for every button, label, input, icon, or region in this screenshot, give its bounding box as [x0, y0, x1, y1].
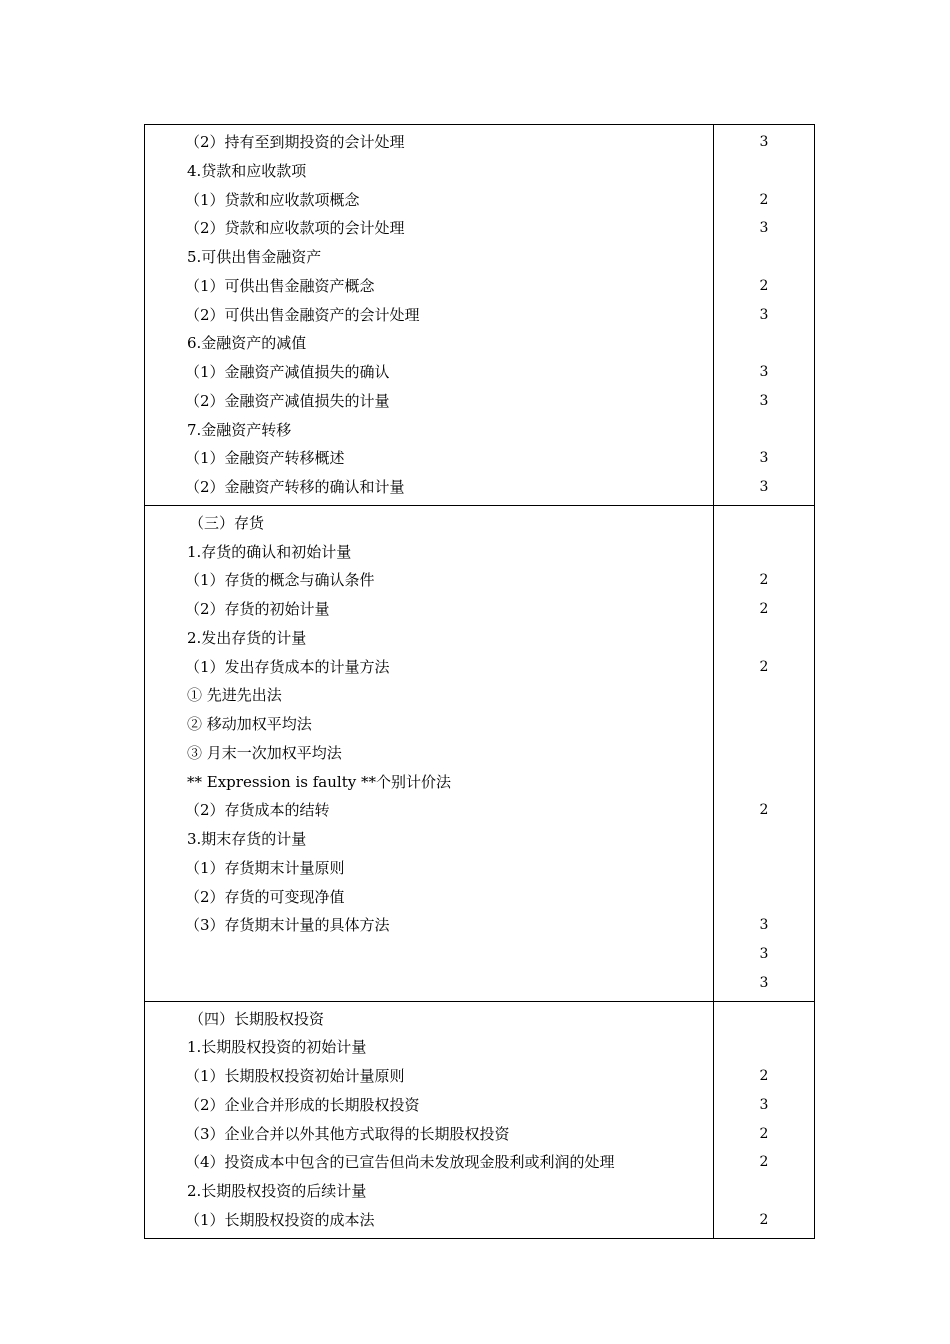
- hours-value: 3: [759, 479, 769, 495]
- hours-value: [714, 1033, 814, 1062]
- item-line: 1.长期股权投资的初始计量: [187, 1038, 367, 1057]
- item-line: （1）长期股权投资初始计量原则: [185, 1067, 405, 1085]
- item-line: （1）存货期末计量原则: [185, 858, 345, 877]
- hours-value: 3: [759, 220, 769, 237]
- item-line: （2）金融资产转移的确认和计量: [185, 478, 405, 496]
- hours-value: [714, 624, 814, 653]
- hours-value: 2: [759, 658, 769, 675]
- hours-value: 2: [759, 601, 769, 617]
- item-line: （2）企业合并形成的长期股权投资: [185, 1095, 420, 1114]
- hours-value: 3: [759, 364, 769, 380]
- item-line: 7.金融资产转移: [187, 420, 292, 439]
- item-line: （2）可供出售金融资产的会计处理: [185, 305, 420, 324]
- hours-value: 3: [759, 917, 769, 934]
- hours-value: 2: [759, 191, 769, 208]
- item-line: （1）存货的概念与确认条件: [185, 571, 375, 590]
- hours-value: [714, 243, 814, 272]
- content-cell: [145, 505, 714, 1001]
- item-line: 1.存货的确认和初始计量: [187, 542, 352, 561]
- content-cell: [145, 1001, 714, 1238]
- hours-value: [714, 538, 814, 567]
- item-line: ③ 月末一次加权平均法: [187, 743, 342, 762]
- hours-value: [714, 681, 814, 710]
- item-line: （3）存货期末计量的具体方法: [185, 916, 390, 935]
- hours-cell: [714, 125, 815, 506]
- item-line: （1）可供出售金融资产概念: [185, 276, 375, 295]
- hours-value: 2: [759, 802, 769, 819]
- section-heading: （四）长期股权投资: [189, 1009, 325, 1028]
- section-row-inventory: [145, 505, 815, 1001]
- hours-value: [714, 1005, 814, 1034]
- item-line: （2）贷款和应收款项的会计处理: [185, 219, 405, 238]
- item-line: 5.可供出售金融资产: [187, 248, 322, 266]
- item-line: 2.长期股权投资的后续计量: [187, 1182, 367, 1200]
- item-line: [145, 969, 713, 998]
- section-heading: （三）存货: [189, 513, 265, 532]
- hours-value: 2: [759, 277, 769, 294]
- item-line: （3）企业合并以外其他方式取得的长期股权投资: [185, 1124, 510, 1143]
- section-row-long-term-equity: [145, 1001, 815, 1238]
- hours-cell: [714, 1001, 815, 1238]
- item-line: [145, 940, 713, 969]
- item-line: （2）存货成本的结转: [185, 801, 330, 820]
- item-line: （4）投资成本中包含的已宣告但尚未发放现金股利或利润的处理: [185, 1153, 615, 1172]
- hours-value: [714, 825, 814, 854]
- syllabus-table: [144, 124, 815, 1239]
- hours-value: 2: [759, 572, 769, 589]
- hours-value: [714, 710, 814, 739]
- hours-value: [714, 416, 814, 445]
- hours-cell: [714, 505, 815, 1001]
- hours-value: 2: [759, 1068, 769, 1084]
- item-line: （2）持有至到期投资的会计处理: [185, 133, 405, 151]
- hours-value: 3: [759, 946, 769, 962]
- item-line: ① 先进先出法: [187, 686, 282, 705]
- hours-value: 3: [759, 450, 769, 467]
- item-line: （2）金融资产减值损失的计量: [185, 391, 390, 410]
- hours-value: [714, 739, 814, 768]
- hours-value: 3: [759, 306, 769, 323]
- hours-value: [714, 509, 814, 538]
- section-row-financial-assets: [145, 125, 815, 506]
- hours-value: [714, 1177, 814, 1206]
- hours-value: [714, 329, 814, 358]
- hours-value: [714, 854, 814, 883]
- hours-value: [714, 768, 814, 797]
- hours-value: 3: [759, 1096, 769, 1113]
- hours-value: [714, 883, 814, 912]
- item-line: （1）贷款和应收款项概念: [185, 190, 360, 209]
- item-line: 2.发出存货的计量: [187, 628, 307, 647]
- item-line: （1）金融资产转移概述: [185, 449, 345, 468]
- content-cell: [145, 125, 714, 506]
- item-line: ** Expression is faulty **个别计价法: [187, 772, 451, 791]
- hours-value: [714, 157, 814, 186]
- item-line: （2）存货的可变现净值: [185, 887, 345, 906]
- item-line: 4.贷款和应收款项: [187, 161, 307, 180]
- item-line: （1）金融资产减值损失的确认: [185, 363, 390, 381]
- item-line: （1）长期股权投资的成本法: [185, 1210, 375, 1229]
- hours-value: 3: [759, 134, 769, 150]
- item-line: ② 移动加权平均法: [187, 715, 312, 733]
- hours-value: 2: [759, 1154, 769, 1171]
- hours-value: 2: [759, 1125, 769, 1142]
- hours-value: 3: [759, 974, 769, 991]
- item-line: （1）发出存货成本的计量方法: [185, 657, 390, 676]
- hours-value: 3: [759, 392, 769, 409]
- hours-value: 2: [759, 1211, 769, 1228]
- item-line: 6.金融资产的减值: [187, 334, 307, 353]
- item-line: 3.期末存货的计量: [187, 830, 307, 848]
- item-line: （2）存货的初始计量: [185, 600, 330, 618]
